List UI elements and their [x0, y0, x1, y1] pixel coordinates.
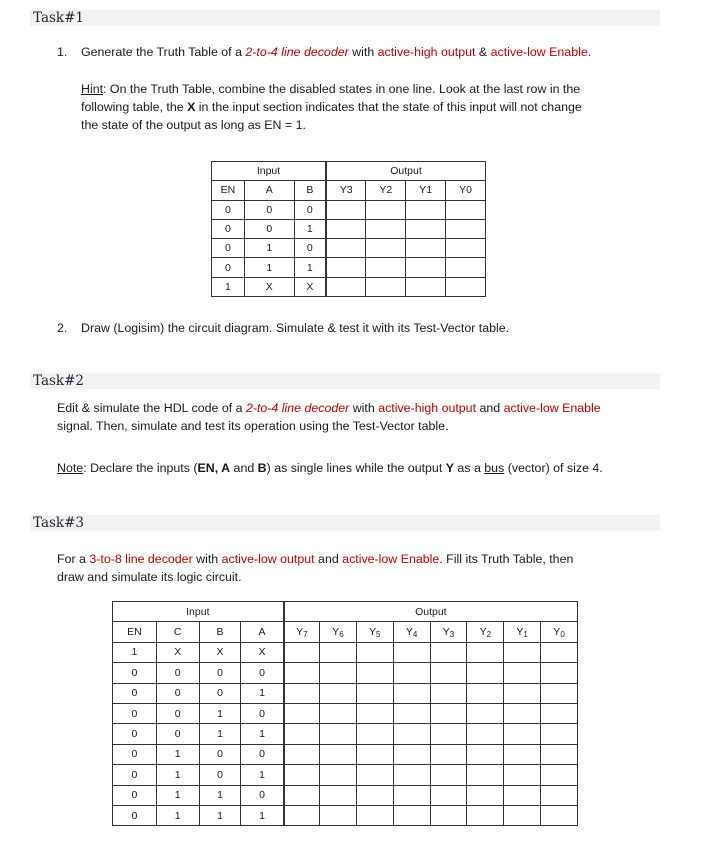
- task2-note: Note: Declare the inputs (EN, A and B) as single lines while the output Y as a bus (vector) of size 4.: [57, 461, 603, 475]
- table-cell: X: [244, 277, 294, 296]
- empty-output-cell[interactable]: [393, 765, 430, 785]
- table-row: [212, 239, 486, 258]
- empty-output-cell[interactable]: [406, 258, 446, 277]
- empty-output-cell[interactable]: [326, 277, 366, 296]
- column-header-y7: [284, 622, 320, 642]
- empty-output-cell[interactable]: [504, 765, 541, 785]
- table-cell: 0: [212, 258, 245, 277]
- empty-output-cell[interactable]: [541, 765, 578, 785]
- table-cell: 0: [244, 200, 294, 219]
- output-label: Y: [332, 625, 340, 638]
- empty-output-cell[interactable]: [541, 703, 578, 723]
- column-header-y2: Y2: [366, 181, 406, 200]
- empty-output-cell[interactable]: [284, 683, 320, 703]
- empty-output-cell[interactable]: [326, 239, 366, 258]
- table-cell: 1: [156, 785, 199, 805]
- table-cell: 0: [156, 703, 199, 723]
- empty-output-cell[interactable]: [446, 200, 486, 219]
- table-cell: 0: [113, 703, 157, 723]
- empty-output-cell[interactable]: [393, 724, 430, 744]
- column-header-y2: [467, 622, 504, 642]
- empty-output-cell[interactable]: [366, 200, 406, 219]
- empty-output-cell[interactable]: [356, 785, 393, 805]
- empty-output-cell[interactable]: [430, 724, 467, 744]
- empty-output-cell[interactable]: [356, 703, 393, 723]
- empty-output-cell[interactable]: [541, 642, 578, 662]
- table-cell: 1: [212, 277, 245, 296]
- column-header-en: EN: [113, 622, 157, 642]
- table-cell: 0: [113, 683, 157, 703]
- empty-output-cell[interactable]: [356, 683, 393, 703]
- empty-output-cell[interactable]: [356, 642, 393, 662]
- empty-output-cell[interactable]: [320, 805, 357, 825]
- empty-output-cell[interactable]: [541, 744, 578, 764]
- empty-output-cell[interactable]: [356, 724, 393, 744]
- task1-item2-text: Draw (Logisim) the circuit diagram. Simulate & test it with its Test-Vector table.: [81, 321, 510, 335]
- empty-output-cell[interactable]: [541, 785, 578, 805]
- empty-output-cell[interactable]: [284, 785, 320, 805]
- empty-output-cell[interactable]: [320, 683, 357, 703]
- empty-output-cell[interactable]: [430, 663, 467, 683]
- table-cell: X: [241, 642, 284, 662]
- column-header-a: A: [241, 622, 284, 642]
- task3-heading: Task#3: [30, 515, 660, 531]
- empty-output-cell[interactable]: [541, 805, 578, 825]
- table-cell: 0: [199, 744, 241, 764]
- table-cell: 1: [199, 805, 241, 825]
- table-row: [113, 765, 578, 785]
- empty-output-cell[interactable]: [356, 765, 393, 785]
- output-subscript: 0: [560, 629, 565, 639]
- output-label: Y: [516, 625, 524, 638]
- empty-output-cell[interactable]: [467, 663, 504, 683]
- table-cell: 0: [241, 744, 284, 764]
- output-label: Y: [553, 625, 561, 638]
- output-label: Y: [479, 625, 487, 638]
- table-cell: 0: [212, 200, 245, 219]
- output-group-header: Output: [284, 602, 578, 622]
- table-cell: 0: [113, 724, 157, 744]
- input-group-header: Input: [113, 602, 284, 622]
- empty-output-cell[interactable]: [504, 724, 541, 744]
- table-cell: 0: [212, 239, 245, 258]
- column-header-y0: Y0: [446, 181, 486, 200]
- empty-output-cell[interactable]: [393, 805, 430, 825]
- output-subscript: 3: [449, 629, 455, 639]
- output-label: Y: [369, 625, 377, 638]
- table-cell: 1: [199, 785, 241, 805]
- empty-output-cell[interactable]: [467, 703, 504, 723]
- empty-output-cell[interactable]: [326, 200, 366, 219]
- output-group-header: Output: [326, 162, 485, 181]
- output-subscript: 4: [412, 629, 418, 639]
- empty-output-cell[interactable]: [320, 663, 357, 683]
- table-cell: 0: [241, 703, 284, 723]
- column-header-y5: [356, 622, 393, 642]
- empty-output-cell[interactable]: [320, 785, 357, 805]
- table-cell: 0: [156, 663, 199, 683]
- table-cell: 0: [241, 663, 284, 683]
- table-row: [113, 663, 578, 683]
- empty-output-cell[interactable]: [467, 744, 504, 764]
- table-cell: 0: [113, 765, 157, 785]
- table-row: [113, 785, 578, 805]
- table-cell: X: [199, 642, 241, 662]
- task3-description: For a 3-to-8 line decoder with active-low output and active-low Enable. Fill its Truth Table, then draw and simulate its logic circuit.: [57, 552, 574, 584]
- empty-output-cell[interactable]: [393, 642, 430, 662]
- empty-output-cell[interactable]: [320, 703, 357, 723]
- table-row: [212, 200, 486, 219]
- empty-output-cell[interactable]: [467, 785, 504, 805]
- table-cell: 1: [241, 765, 284, 785]
- column-header-y6: [320, 622, 357, 642]
- output-subscript: 7: [303, 629, 308, 639]
- column-header-y1: Y1: [406, 181, 446, 200]
- input-group-header: Input: [212, 162, 327, 181]
- column-header-y0: [541, 622, 578, 642]
- table-cell: 0: [294, 239, 326, 258]
- empty-output-cell[interactable]: [504, 785, 541, 805]
- table-cell: 1: [244, 239, 294, 258]
- empty-output-cell[interactable]: [467, 683, 504, 703]
- table-row: [113, 703, 578, 723]
- task1-item1-text: Generate the Truth Table of a 2-to-4 line decoder with active-high output & active-low Enable.: [81, 45, 592, 59]
- empty-output-cell[interactable]: [504, 683, 541, 703]
- table-cell: 0: [199, 765, 241, 785]
- empty-output-cell[interactable]: [356, 744, 393, 764]
- empty-output-cell[interactable]: [320, 724, 357, 744]
- empty-output-cell[interactable]: [284, 642, 320, 662]
- table-cell: 0: [199, 663, 241, 683]
- table-cell: 1: [294, 219, 326, 238]
- table-cell: 0: [212, 219, 245, 238]
- empty-output-cell[interactable]: [430, 785, 467, 805]
- empty-output-cell[interactable]: [393, 785, 430, 805]
- empty-output-cell[interactable]: [467, 805, 504, 825]
- column-header-c: C: [156, 622, 199, 642]
- empty-output-cell[interactable]: [541, 683, 578, 703]
- table-cell: 1: [199, 724, 241, 744]
- empty-output-cell[interactable]: [366, 258, 406, 277]
- empty-output-cell[interactable]: [430, 805, 467, 825]
- empty-output-cell[interactable]: [430, 642, 467, 662]
- empty-output-cell[interactable]: [326, 219, 366, 238]
- empty-output-cell[interactable]: [467, 724, 504, 744]
- table-cell: 0: [156, 683, 199, 703]
- table-cell: 0: [156, 724, 199, 744]
- empty-output-cell[interactable]: [504, 805, 541, 825]
- empty-output-cell[interactable]: [430, 744, 467, 764]
- table-cell: 0: [199, 683, 241, 703]
- table-cell: 0: [241, 785, 284, 805]
- empty-output-cell[interactable]: [446, 277, 486, 296]
- table-cell: 1: [113, 642, 157, 662]
- task2-heading: Task#2: [30, 373, 660, 389]
- empty-output-cell[interactable]: [320, 744, 357, 764]
- output-subscript: 5: [376, 629, 381, 639]
- empty-output-cell[interactable]: [356, 663, 393, 683]
- empty-output-cell[interactable]: [430, 683, 467, 703]
- table-cell: 0: [113, 663, 157, 683]
- empty-output-cell[interactable]: [406, 277, 446, 296]
- empty-output-cell[interactable]: [356, 805, 393, 825]
- column-header-b: B: [199, 622, 241, 642]
- output-subscript: 1: [523, 629, 528, 639]
- table-cell: 1: [156, 744, 199, 764]
- task1-item1-number: 1.: [57, 45, 68, 59]
- empty-output-cell[interactable]: [366, 239, 406, 258]
- table-row: [113, 642, 578, 662]
- table-cell: 0: [113, 744, 157, 764]
- output-subscript: 2: [486, 629, 492, 639]
- table-cell: 1: [156, 805, 199, 825]
- table-cell: 0: [244, 219, 294, 238]
- table-row: [113, 724, 578, 744]
- task1-heading: Task#1: [30, 10, 660, 26]
- column-header-y1: [504, 622, 541, 642]
- empty-output-cell[interactable]: [393, 744, 430, 764]
- empty-output-cell[interactable]: [284, 724, 320, 744]
- empty-output-cell[interactable]: [284, 805, 320, 825]
- empty-output-cell[interactable]: [406, 239, 446, 258]
- empty-output-cell[interactable]: [541, 724, 578, 744]
- table-cell: 1: [156, 765, 199, 785]
- empty-output-cell[interactable]: [541, 663, 578, 683]
- empty-output-cell[interactable]: [406, 219, 446, 238]
- table-row: [212, 277, 486, 296]
- table-cell: 0: [113, 805, 157, 825]
- empty-output-cell[interactable]: [320, 765, 357, 785]
- output-label: Y: [296, 625, 304, 638]
- table-cell: 1: [241, 683, 284, 703]
- column-header-y3: [430, 622, 467, 642]
- table-cell: 1: [241, 724, 284, 744]
- table-row: [212, 219, 486, 238]
- empty-output-cell[interactable]: [366, 219, 406, 238]
- empty-output-cell[interactable]: [393, 663, 430, 683]
- empty-output-cell[interactable]: [366, 277, 406, 296]
- column-header-b: B: [294, 181, 326, 200]
- empty-output-cell[interactable]: [446, 239, 486, 258]
- task1-item2-number: 2.: [57, 321, 68, 335]
- empty-output-cell[interactable]: [430, 703, 467, 723]
- output-label: Y: [405, 625, 413, 638]
- column-header-y4: [393, 622, 430, 642]
- empty-output-cell[interactable]: [504, 703, 541, 723]
- table-cell: 0: [113, 785, 157, 805]
- empty-output-cell[interactable]: [326, 258, 366, 277]
- table-row: [113, 805, 578, 825]
- table-cell: 1: [244, 258, 294, 277]
- empty-output-cell[interactable]: [284, 663, 320, 683]
- empty-output-cell[interactable]: [467, 642, 504, 662]
- empty-output-cell[interactable]: [320, 642, 357, 662]
- empty-output-cell[interactable]: [393, 703, 430, 723]
- task3-truth-table: [112, 601, 578, 826]
- task1-hint: Hint: On the Truth Table, combine the disabled states in one line. Look at the last row in the following table, the X in the input section indicates that the state of this input will not change the state of the output as long as EN = 1.: [81, 82, 582, 132]
- empty-output-cell[interactable]: [284, 703, 320, 723]
- empty-output-cell[interactable]: [504, 642, 541, 662]
- output-subscript: 6: [339, 629, 344, 639]
- empty-output-cell[interactable]: [430, 765, 467, 785]
- empty-output-cell[interactable]: [504, 663, 541, 683]
- empty-output-cell[interactable]: [504, 744, 541, 764]
- empty-output-cell[interactable]: [393, 683, 430, 703]
- column-header-en: EN: [212, 181, 245, 200]
- table-row: [113, 683, 578, 703]
- table-cell: X: [294, 277, 326, 296]
- empty-output-cell[interactable]: [284, 765, 320, 785]
- task2-description: Edit & simulate the HDL code of a 2-to-4 line decoder with active-high output and active-low Enable signal. Then, simulate and test its operation using the Test-Vector table.: [57, 401, 601, 433]
- empty-output-cell[interactable]: [406, 200, 446, 219]
- empty-output-cell[interactable]: [284, 744, 320, 764]
- empty-output-cell[interactable]: [467, 765, 504, 785]
- task1-truth-table: [211, 161, 486, 297]
- column-header-a: A: [244, 181, 294, 200]
- empty-output-cell[interactable]: [446, 219, 486, 238]
- table-cell: 1: [199, 703, 241, 723]
- table-cell: 1: [294, 258, 326, 277]
- empty-output-cell[interactable]: [446, 258, 486, 277]
- table-cell: 0: [294, 200, 326, 219]
- column-header-y3: Y3: [326, 181, 366, 200]
- table-cell: X: [156, 642, 199, 662]
- table-row: [113, 744, 578, 764]
- table-cell: 1: [241, 805, 284, 825]
- output-label: Y: [442, 625, 450, 638]
- table-row: [212, 258, 486, 277]
